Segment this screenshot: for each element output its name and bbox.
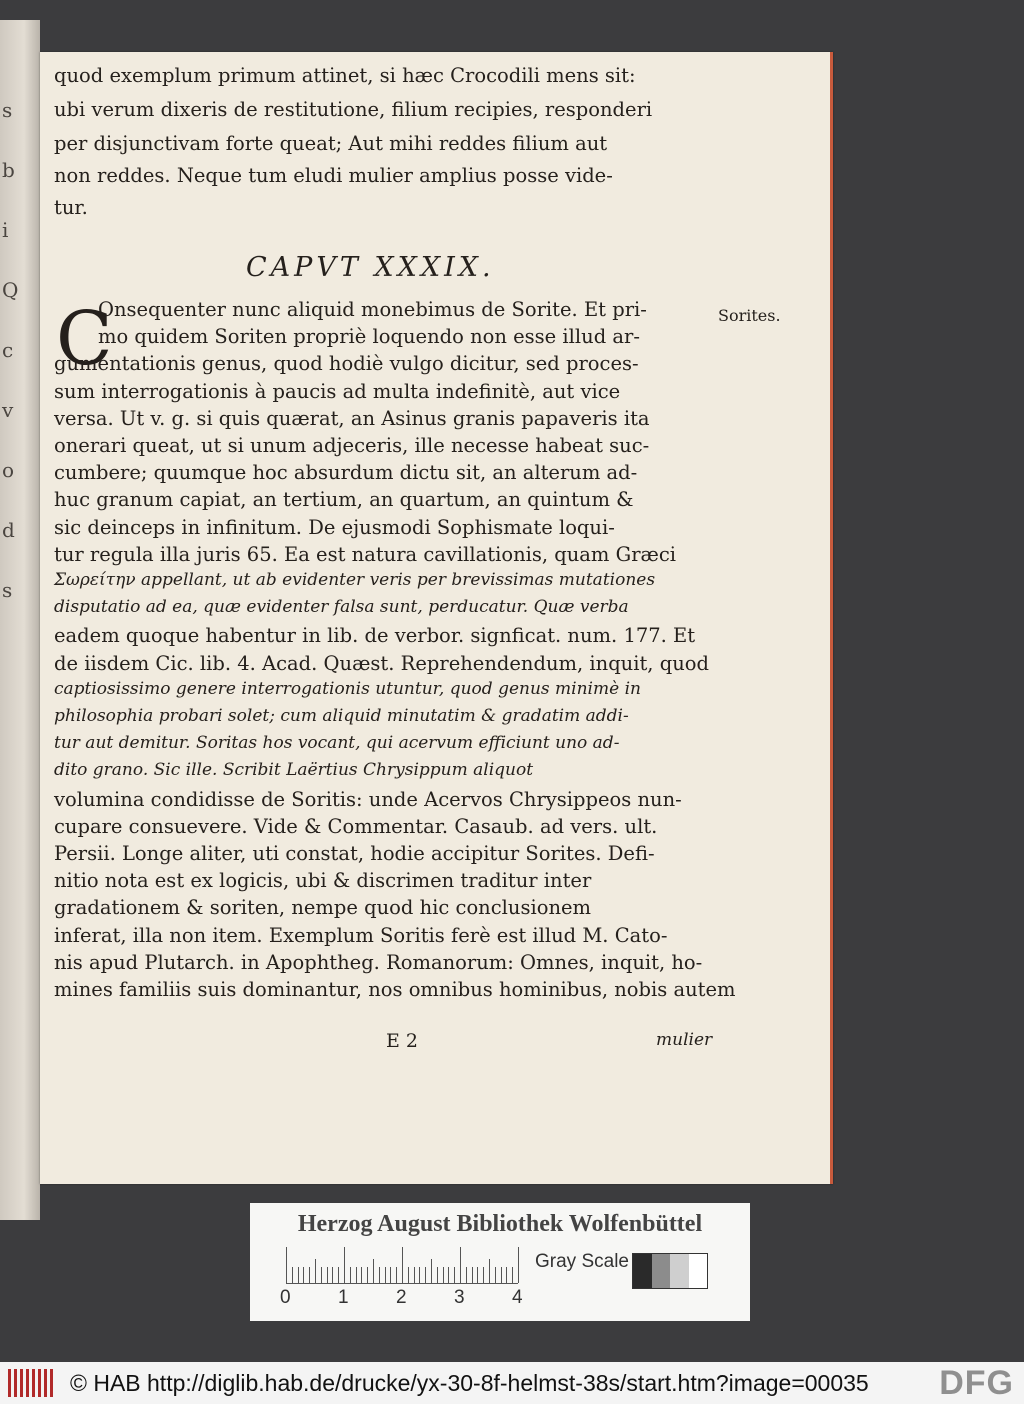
- ruler-number: 4: [512, 1287, 523, 1308]
- prev-page-fragment: s: [2, 98, 13, 122]
- prev-page-fragment: d: [2, 518, 15, 542]
- ruler-number: 1: [338, 1287, 349, 1308]
- footer-bar: [0, 1362, 1024, 1404]
- text-line: non reddes. Neque tum eludi mulier amplius posse vide-: [54, 164, 613, 187]
- text-line: cumbere; quumque hoc absurdum dictu sit, an alterum ad-: [54, 461, 638, 485]
- ruler-tick: [315, 1259, 316, 1283]
- ruler-tick: [373, 1259, 374, 1283]
- text-line: eadem quoque habentur in lib. de verbor. signficat. num. 177. Et: [54, 624, 696, 648]
- text-line: ubi verum dixeris de restitutione, filium recipies, responderi: [54, 98, 653, 121]
- prev-page-fragment: i: [2, 218, 9, 242]
- text-line: philosophia probari solet; cum aliquid minutatim & gradatim addi-: [54, 706, 629, 726]
- ruler-tick: [303, 1267, 304, 1283]
- text-line: cupare consuevere. Vide & Commentar. Casaub. ad vers. ult.: [54, 814, 658, 838]
- ruler-tick: [425, 1267, 426, 1283]
- ruler-tick: [477, 1267, 478, 1283]
- ruler-tick: [443, 1267, 444, 1283]
- text-line: Σωρείτην appellant, ut ab evidenter veris per brevissimas mutationes: [54, 570, 656, 590]
- ruler-tick: [402, 1247, 403, 1283]
- ruler-tick: [483, 1267, 484, 1283]
- previous-page-edge: [0, 20, 40, 1220]
- text-line: dito grano. Sic ille. Scribit Laërtius Chrysippum aliquot: [54, 760, 534, 781]
- book-page: [40, 52, 833, 1184]
- text-line: huc granum capiat, an tertium, an quartum, an quintum &: [54, 488, 634, 512]
- text-line: nitio nota est ex logicis, ubi & discrimen traditur inter: [54, 869, 592, 893]
- text-line: tur aut demitur. Soritas hos vocant, qui acervum efficiunt uno ad-: [54, 733, 620, 754]
- drop-cap: C: [56, 296, 113, 382]
- text-line: volumina condidisse de Soritis: unde Acervos Chrysippeos nun-: [54, 787, 682, 811]
- ruler-tick: [361, 1267, 362, 1283]
- signature-mark: E 2: [386, 1030, 418, 1052]
- ruler-tick: [448, 1267, 449, 1283]
- prev-page-fragment: v: [2, 398, 14, 422]
- color-ruler-card: [250, 1203, 750, 1321]
- library-name: Herzog August Bibliothek Wolfenbüttel: [297, 1211, 703, 1237]
- text-line: quod exemplum primum attinet, si hæc Crocodili mens sit:: [54, 64, 636, 87]
- ruler-number: 2: [396, 1287, 407, 1308]
- catchword: mulier: [656, 1030, 713, 1050]
- text-line: gradationem & soriten, nempe quod hic conclusionem: [54, 896, 592, 920]
- ruler-tick: [350, 1267, 351, 1283]
- ruler-tick: [460, 1247, 461, 1283]
- text-line: gumentationis genus, quod hodiè vulgo dicitur, sed proces-: [54, 352, 639, 376]
- ruler-tick: [454, 1267, 455, 1283]
- ruler-tick: [338, 1267, 339, 1283]
- ruler-tick: [437, 1267, 438, 1283]
- text-line: mines familiis suis dominantur, nos omnibus hominibus, nobis autem: [54, 978, 736, 1001]
- ruler-tick: [518, 1247, 519, 1283]
- ruler-tick: [472, 1267, 473, 1283]
- ruler-tick: [379, 1267, 380, 1283]
- ruler-tick: [489, 1259, 490, 1283]
- ruler-tick: [367, 1267, 368, 1283]
- ruler-tick: [344, 1247, 345, 1283]
- ruler-tick: [466, 1267, 467, 1283]
- ruler-number: 0: [280, 1287, 291, 1308]
- text-line: sum interrogationis à paucis ad multa indefinitè, aut vice: [54, 379, 621, 403]
- prev-page-fragment: c: [2, 338, 14, 362]
- text-line: Onsequenter nunc aliquid monebimus de Sorite. Et pri-: [98, 298, 647, 321]
- text-line: inferat, illa non item. Exemplum Soritis ferè est illud M. Cato-: [54, 923, 668, 947]
- ruler-tick: [408, 1267, 409, 1283]
- ruler-tick: [512, 1267, 513, 1283]
- ruler-tick: [332, 1267, 333, 1283]
- ruler-tick: [414, 1267, 415, 1283]
- gray-swatch: [633, 1254, 652, 1288]
- text-line: nis apud Plutarch. in Apophtheg. Romanorum: Omnes, inquit, ho-: [54, 950, 703, 974]
- prev-page-fragment: b: [2, 158, 15, 182]
- text-line: versa. Ut v. g. si quis quærat, an Asinus granis papaveris ita: [54, 406, 650, 430]
- prev-page-fragment: s: [2, 578, 13, 602]
- ruler-tick: [356, 1267, 357, 1283]
- ruler-baseline: [286, 1283, 518, 1284]
- chapter-heading: CAPVT XXXIX.: [246, 252, 495, 283]
- ruler-tick: [495, 1267, 496, 1283]
- text-line: tur regula illa juris 65. Ea est natura cavillationis, quam Græci: [54, 542, 677, 566]
- hab-logo-icon: [8, 1369, 53, 1397]
- ruler-tick: [309, 1267, 310, 1283]
- ruler-tick: [385, 1267, 386, 1283]
- gray-swatch: [689, 1254, 708, 1288]
- ruler-tick: [390, 1267, 391, 1283]
- text-line: per disjunctivam forte queat; Aut mihi reddes filium aut: [54, 132, 608, 155]
- footer-url[interactable]: © HAB http://diglib.hab.de/drucke/yx-30-8f-helmst-38s/start.htm?image=00035: [70, 1370, 869, 1396]
- margin-note: Sorites.: [718, 306, 781, 325]
- text-line: mo quidem Soriten propriè loquendo non esse illud ar-: [98, 325, 640, 349]
- ruler-tick: [321, 1267, 322, 1283]
- ruler-tick: [292, 1267, 293, 1283]
- gray-scale-swatches: [632, 1253, 708, 1289]
- gray-swatch: [670, 1254, 689, 1288]
- text-line: onerari queat, ut si unum adjeceris, ille necesse habeat suc-: [54, 434, 650, 457]
- text-line: sic deinceps in infinitum. De ejusmodi Sophismate loqui-: [54, 515, 615, 539]
- dfg-logo: DFG: [939, 1364, 1014, 1402]
- gray-swatch: [652, 1254, 671, 1288]
- text-line: de iisdem Cic. lib. 4. Acad. Quæst. Reprehendendum, inquit, quod: [54, 651, 709, 675]
- ruler-tick: [419, 1267, 420, 1283]
- ruler-tick: [286, 1247, 287, 1283]
- text-line: Persii. Longe aliter, uti constat, hodie accipitur Sorites. Defi-: [54, 842, 655, 865]
- prev-page-fragment: Q: [2, 278, 19, 302]
- ruler-tick: [396, 1267, 397, 1283]
- text-line: captiosissimo genere interrogationis utuntur, quod genus minimè in: [54, 678, 641, 699]
- prev-page-fragment: o: [2, 458, 15, 482]
- ruler-tick: [501, 1267, 502, 1283]
- text-line: disputatio ad ea, quæ evidenter falsa sunt, perducatur. Quæ verba: [54, 597, 629, 618]
- gray-scale-label: Gray Scale: [535, 1251, 629, 1272]
- ruler-tick: [327, 1267, 328, 1283]
- text-line: tur.: [54, 196, 88, 219]
- ruler-tick: [298, 1267, 299, 1283]
- ruler-tick: [431, 1259, 432, 1283]
- ruler-number: 3: [454, 1287, 465, 1308]
- ruler-tick: [506, 1267, 507, 1283]
